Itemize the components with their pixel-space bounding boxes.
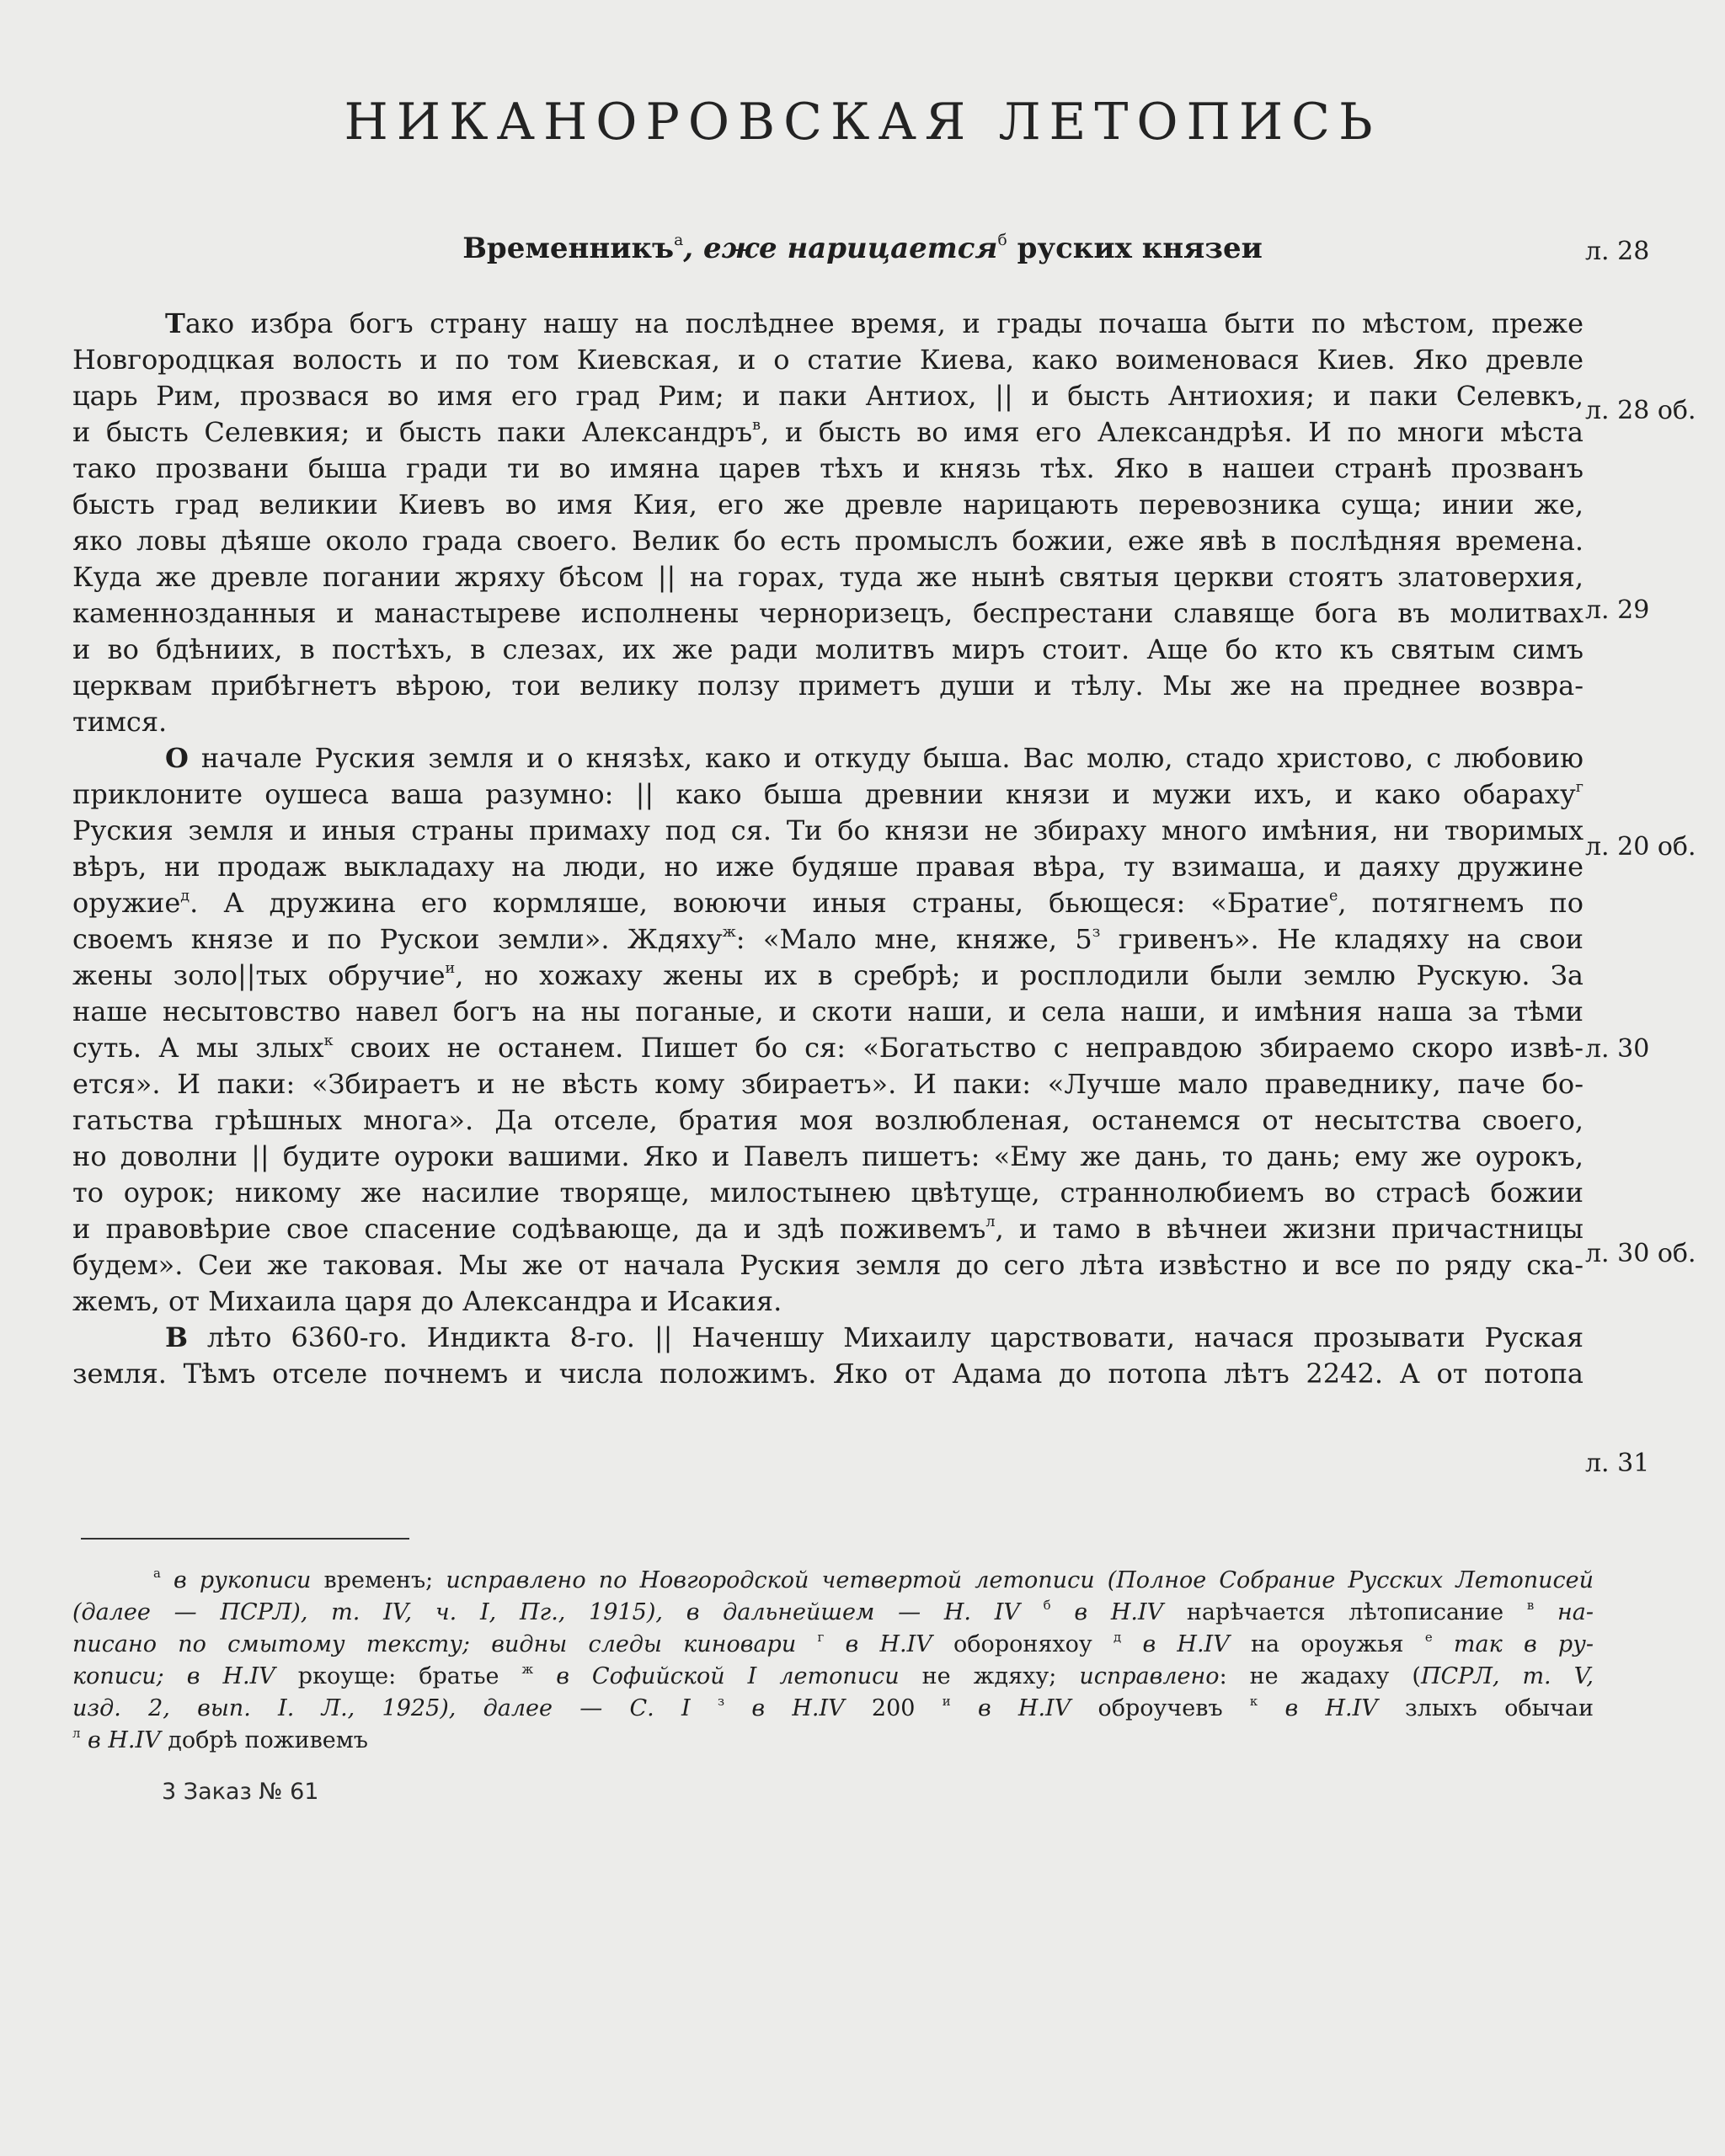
- chapter-subtitle: Временникъ$^а$, еже нарицается$^б$ руских князеи: [462, 232, 1263, 265]
- text-line: суть. А мы злых$^к$ своих не останем. Пишет бо ся: «Богатьство с неправдою збираемо скоро извѣ-: [72, 1032, 1584, 1064]
- footnote-line: изд. 2, вып. I. Л., 1925), далее — С. I $^з$ в Н.IV 200 $^и$ в Н.IV оброучевъ $^к$ в Н.IV злыхъ обычаи: [72, 1694, 1594, 1721]
- text-line: Руския земля и иныя страны примаху под ся. Ти бо князи не збираху много имѣния, ни творимых: [72, 814, 1583, 846]
- footnote-line: писано по смытому тексту; видны следы киновари $^г$ в Н.IV обороняхоу $^д$ в Н.IV на ороужья $^е$ так в ру-: [72, 1630, 1594, 1657]
- margin-folio-20ob: л. 20 об.: [1585, 832, 1696, 862]
- margin-folio-30ob: л. 30 об.: [1585, 1239, 1696, 1268]
- footnote-rule: [81, 1538, 409, 1540]
- text-line: жены золо||тых обручие$^и$, но хожаху жены их в сребрѣ; и росплодили были землю Рускую. За: [72, 959, 1584, 991]
- text-line: вѣръ, ни продаж выкладаху на люди, но иже будяше правая вѣра, ту взимаша, и даяху дружине: [72, 851, 1583, 883]
- text-line: и правовѣрие свое спасение содѣвающе, да и здѣ поживемъ$^л$, и тамо в вѣчнеи жизни причастницы: [72, 1213, 1584, 1245]
- text-line: яко ловы дѣяше около града своего. Велик бо есть промыслъ божии, еже явѣ в послѣдняя времена.: [72, 525, 1583, 557]
- chronicle-text: [72, 306, 1583, 1392]
- footnote-line: $^а$ в рукописи временъ; исправлено по Новгородской четвертой летописи (Полное Собрание Русских Летописей: [153, 1566, 1594, 1593]
- text-line: тако прозвани быша гради ти во имяна царев тѣхъ и князь тѣх. Яко в нашеи странѣ прозванъ: [72, 452, 1583, 484]
- page-title: НИКАНОРОВСКАЯ ЛЕТОПИСЬ: [344, 93, 1381, 152]
- footnote-line: (далее — ПСРЛ), т. IV, ч. I, Пг., 1915), в дальнейшем — Н. IV $^б$ в Н.IV нарѣчается лѣтописание $^в$ на-: [72, 1598, 1594, 1625]
- text-line: каменнозданныя и манастыреве исполнены черноризецъ, беспрестани славяще бога въ молитвах: [72, 597, 1583, 629]
- text-line: но доволни || будите оуроки вашими. Яко и Павелъ пишетъ: «Ему же дань, то дань; ему же оурокъ,: [72, 1140, 1583, 1172]
- text-line: тимся.: [72, 706, 168, 738]
- margin-folio-30: л. 30: [1585, 1034, 1650, 1064]
- text-line: будем». Сеи же таковая. Мы же от начала Руския земля до сего лѣта извѣстно и все по ряду ска-: [72, 1249, 1583, 1281]
- text-line: Тако избра богъ страну нашу на послѣднее время, и грады почаша быти по мѣстом, преже: [165, 307, 1583, 339]
- text-line: царь Рим, прозвася во имя его град Рим; и паки Антиох, || и бысть Антиохия; и паки Селевкъ,: [72, 380, 1583, 412]
- text-line: и бысть Селевкия; и бысть паки Александръ$^в$, и бысть во имя его Александрѣя. И по многи мѣста: [72, 416, 1584, 448]
- text-line: О начале Руския земля и о князѣх, како и откуду быша. Вас молю, стадо христово, с любовию: [165, 742, 1583, 774]
- footnotes: [72, 1565, 1594, 1757]
- text-line: оружие$^д$. А дружина его кормляше, воюючи иныя страны, бьющеся: «Братие$^е$, потягнемъ по: [72, 887, 1584, 919]
- text-line: Куда же древле погании жряху бѣсом || на горах, туда же нынѣ святыя церкви стоятъ златоверхия,: [72, 561, 1583, 593]
- text-line: жемъ, от Михаила царя до Александра и Исакия.: [72, 1285, 782, 1317]
- text-line: то оурок; никому же насилие творяще, милостынею цвѣтуще, страннолюбиемъ во страсѣ божии: [72, 1177, 1583, 1209]
- text-line: Новгородцкая волость и по том Киевская, и о статие Киева, како воименовася Киев. Яко древле: [72, 344, 1583, 376]
- text-line: церквам прибѣгнетъ вѣрою, тои велику ползу приметъ души и тѣлу. Мы же на преднее возвра-: [72, 670, 1583, 702]
- margin-folio-31: л. 31: [1585, 1449, 1650, 1478]
- margin-folio-28: л. 28: [1585, 237, 1650, 266]
- text-line: В лѣто 6360-го. Индикта 8-го. || Наченшу Михаилу царствовати, начася прозывати Руская: [165, 1321, 1583, 1353]
- text-line: своемъ князе и по Рускои земли». Ждяху$^ж$: «Мало мне, княже, $5^з$ гривенъ». Не кладяху на свои: [72, 923, 1584, 955]
- text-line: приклоните оушеса ваша разумно: || како быша древнии князи и мужи ихъ, и како обараху$^г$: [72, 778, 1583, 810]
- footnote-line: кописи; в Н.IV ркоуще: братье $^ж$ в Софийской I летописи не ждяху; исправлено: не жадаху (ПСРЛ, т. V,: [72, 1662, 1594, 1689]
- text-line: бысть град великии Киевъ во имя Кия, его же древле нарицають перевозника суща; инии же,: [72, 488, 1583, 520]
- text-line: наше несытовство навел богъ на ны поганые, и скоти наши, и села наши, и имѣния наша за тѣми: [72, 995, 1583, 1027]
- text-line: ется». И паки: «Збираетъ и не вѣсть кому збираетъ». И паки: «Лучше мало праведнику, паче бо-: [72, 1068, 1583, 1100]
- footnote-line: $^л$ в Н.IV добрѣ поживемъ: [72, 1726, 368, 1753]
- printer-signature: 3 Заказ № 61: [162, 1779, 319, 1805]
- margin-folio-29: л. 29: [1585, 595, 1650, 625]
- text-line: земля. Тѣмъ отселе почнемъ и числа положимъ. Яко от Адама до потопа лѣтъ 2242. А от потопа: [72, 1358, 1583, 1390]
- text-line: и во бдѣниих, в постѣхъ, в слезах, их же ради молитвъ миръ стоит. Аще бо кто къ святым симъ: [72, 633, 1583, 665]
- text-line: гатьства грѣшных многа». Да отселе, братия моя возлюбленая, останемся от несытства своего,: [72, 1104, 1583, 1136]
- margin-folio-28ob: л. 28 об.: [1585, 396, 1696, 425]
